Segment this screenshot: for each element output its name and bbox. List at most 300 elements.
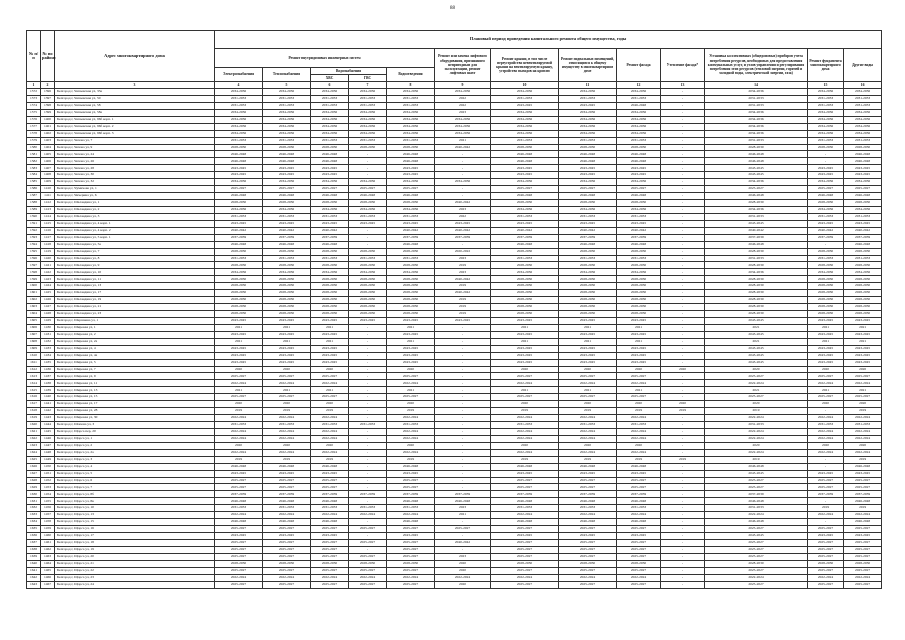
period-cell: 2034-2036 xyxy=(491,206,559,213)
period-cell: 2031-2033 xyxy=(844,255,882,262)
period-cell: 2028-2030 xyxy=(705,560,808,567)
period-cell: 2034-2036 xyxy=(215,116,263,123)
period-cell: 2025-2027 xyxy=(617,546,661,553)
period-cell: 2028-2030 xyxy=(215,560,263,567)
period-cell: 2025-2027 xyxy=(491,394,559,401)
period-cell: 2037-2039 xyxy=(705,234,808,241)
period-cell: 2021 xyxy=(705,338,808,345)
index-cell: 1434 xyxy=(41,352,55,359)
address-cell: Белгород г, Чехова ул, 9 xyxy=(55,144,215,151)
period-cell: 2021 xyxy=(435,137,491,144)
period-cell: - xyxy=(349,546,387,553)
period-cell: 2022-2024 xyxy=(617,435,661,442)
period-cell: 2019 xyxy=(215,456,263,463)
table-row xyxy=(27,269,882,276)
period-cell: 2046-2048 xyxy=(311,151,349,158)
period-cell: 2020 xyxy=(491,442,559,449)
period-cell: - xyxy=(349,387,387,394)
period-cell: - xyxy=(435,331,491,338)
period-cell: 2028-2030 xyxy=(491,200,559,207)
period-cell: 2022-2024 xyxy=(844,428,882,435)
period-cell: 2043-2045 xyxy=(844,317,882,324)
period-cell: 2034-2036 xyxy=(808,269,844,276)
period-cell: - xyxy=(349,324,387,331)
index-cell: 1587 xyxy=(27,193,41,200)
period-cell: 2043-2045 xyxy=(263,345,311,352)
period-cell: - xyxy=(435,401,491,408)
period-cell: - xyxy=(661,394,705,401)
column-number: 4 xyxy=(215,82,263,89)
period-cell: - xyxy=(435,456,491,463)
period-cell: 2043-2045 xyxy=(349,220,387,227)
period-cell: 2025-2027 xyxy=(559,373,617,380)
index-cell: 1610 xyxy=(27,352,41,359)
period-cell: - xyxy=(349,165,387,172)
address-cell: Белгород г, Щорса ул, 19 xyxy=(55,546,215,553)
period-cell: 2025-2027 xyxy=(311,484,349,491)
period-cell: 2043-2045 xyxy=(387,533,435,540)
period-cell: 2043-2045 xyxy=(559,359,617,366)
period-cell: 2028-2030 xyxy=(808,304,844,311)
period-cell: 2022-2024 xyxy=(215,415,263,422)
period-cell: 2028-2030 xyxy=(387,200,435,207)
period-cell: 2034-2036 xyxy=(705,130,808,137)
period-cell: 2043-2045 xyxy=(844,345,882,352)
address-cell: Белгород г, Щорса ул, 3 xyxy=(55,456,215,463)
period-cell: 2031-2033 xyxy=(387,422,435,429)
period-cell: 2043-2045 xyxy=(705,470,808,477)
period-cell: 2031-2033 xyxy=(617,137,661,144)
period-cell: 2034-2036 xyxy=(263,269,311,276)
period-cell: - xyxy=(661,137,705,144)
period-cell: - xyxy=(661,435,705,442)
period-cell: 2043-2045 xyxy=(491,345,559,352)
period-cell: 2025-2027 xyxy=(263,394,311,401)
address-cell: Белгород г, Чапаевская ул, 96б корп. 1 xyxy=(55,116,215,123)
period-cell: 2020 xyxy=(844,442,882,449)
period-cell: - xyxy=(349,442,387,449)
period-cell: 2037-2039 xyxy=(844,491,882,498)
period-cell: 2046-2048 xyxy=(215,158,263,165)
period-cell: 2028-2030 xyxy=(349,560,387,567)
period-cell: 2037-2039 xyxy=(559,491,617,498)
period-cell: 2025-2027 xyxy=(559,567,617,574)
index-cell: 1427 xyxy=(41,304,55,311)
period-cell: 2028-2030 xyxy=(349,297,387,304)
index-cell: 1638 xyxy=(27,546,41,553)
period-cell: 2022-2024 xyxy=(387,380,435,387)
period-cell: - xyxy=(661,193,705,200)
index-cell: 1411 xyxy=(41,193,55,200)
address-cell: Белгород г, Широкая ул, 13 xyxy=(55,387,215,394)
period-cell: 2023 xyxy=(435,255,491,262)
period-cell: 2034-2036 xyxy=(311,130,349,137)
address-cell: Белгород г, Щорса ул, 22 xyxy=(55,567,215,574)
table-row xyxy=(27,116,882,123)
table-row xyxy=(27,581,882,588)
period-cell: - xyxy=(661,220,705,227)
period-cell: - xyxy=(661,241,705,248)
period-cell: 2028-2030 xyxy=(559,290,617,297)
period-cell: 2043-2045 xyxy=(705,165,808,172)
period-cell: 2046-2048 xyxy=(808,193,844,200)
period-cell: - xyxy=(349,338,387,345)
period-cell: 2043-2045 xyxy=(263,470,311,477)
index-cell: 1640 xyxy=(27,560,41,567)
period-cell: 2020 xyxy=(617,401,661,408)
index-cell: 1616 xyxy=(27,394,41,401)
period-cell: 2037-2039 xyxy=(617,234,661,241)
period-cell: 2031-2033 xyxy=(844,213,882,220)
period-cell: 2028-2030 xyxy=(844,262,882,269)
table-row xyxy=(27,158,882,165)
period-cell: - xyxy=(349,401,387,408)
period-cell: - xyxy=(349,415,387,422)
index-cell: 1421 xyxy=(41,262,55,269)
index-cell: 1450 xyxy=(41,463,55,470)
period-cell: 2028-2030 xyxy=(491,290,559,297)
period-cell: 2034-2036 xyxy=(559,179,617,186)
period-cell: 2046-2048 xyxy=(387,193,435,200)
period-cell: 2028-2030 xyxy=(617,304,661,311)
index-cell: 1642 xyxy=(27,574,41,581)
index-cell: 1410 xyxy=(41,186,55,193)
address-cell: Белгород г, Широкая ул, 4 xyxy=(55,345,215,352)
index-cell: 1466 xyxy=(41,574,55,581)
period-cell: 2022-2024 xyxy=(808,512,844,519)
period-cell: 2020 xyxy=(808,366,844,373)
period-cell: 2025-2027 xyxy=(705,484,808,491)
period-cell: 2025-2027 xyxy=(617,373,661,380)
index-cell: 1635 xyxy=(27,526,41,533)
period-cell: 2019 xyxy=(435,297,491,304)
table-row xyxy=(27,248,882,255)
period-cell: 2025-2027 xyxy=(491,539,559,546)
period-cell: 2034-2036 xyxy=(387,269,435,276)
period-cell: 2034-2036 xyxy=(349,116,387,123)
period-cell: 2031-2033 xyxy=(705,137,808,144)
address-cell: Белгород г, Чехова ул, 7 xyxy=(55,137,215,144)
period-cell: 2046-2048 xyxy=(617,463,661,470)
table-row xyxy=(27,102,882,109)
period-cell: 2028-2030 xyxy=(215,248,263,255)
period-cell: 2046-2048 xyxy=(617,102,661,109)
period-cell: 2031-2033 xyxy=(705,102,808,109)
period-cell: 2031-2033 xyxy=(215,255,263,262)
address-cell: Белгород г, Чапаевская ул, 50 xyxy=(55,95,215,102)
period-cell: 2040-2042 xyxy=(559,227,617,234)
period-cell: 2028-2030 xyxy=(387,290,435,297)
period-cell: 2028-2030 xyxy=(705,248,808,255)
index-cell: 1431 xyxy=(41,331,55,338)
period-cell: 2020 xyxy=(705,442,808,449)
period-cell: - xyxy=(808,408,844,415)
index-cell: 1432 xyxy=(41,338,55,345)
period-cell: 2034-2036 xyxy=(844,206,882,213)
period-cell: 2046-2048 xyxy=(387,241,435,248)
period-cell: - xyxy=(435,415,491,422)
period-cell: 2046-2048 xyxy=(263,519,311,526)
period-cell: 2043-2045 xyxy=(844,331,882,338)
period-cell: 2025-2027 xyxy=(491,373,559,380)
period-cell: 2040-2042 xyxy=(435,227,491,234)
period-cell: 2031-2033 xyxy=(491,255,559,262)
period-cell: 2020 xyxy=(559,401,617,408)
period-cell: 2034-2036 xyxy=(617,123,661,130)
period-cell: 2022-2024 xyxy=(435,574,491,581)
index-cell: 1437 xyxy=(41,373,55,380)
period-cell: 2019 xyxy=(387,408,435,415)
period-cell: 2028-2030 xyxy=(844,297,882,304)
period-cell: 2028-2030 xyxy=(491,248,559,255)
period-cell: 2025-2027 xyxy=(263,567,311,574)
period-cell: 2028-2030 xyxy=(263,276,311,283)
period-cell: 2043-2045 xyxy=(844,533,882,540)
header-elevator: Ремонт или замена лифтового оборудования, признанного непригодным для эксплуатации, ремонт лифтовых шахт xyxy=(435,49,491,82)
period-cell: 2025-2027 xyxy=(311,526,349,533)
header-water-group xyxy=(311,68,387,82)
period-cell: 2031-2033 xyxy=(311,422,349,429)
period-cell: 2034-2036 xyxy=(263,130,311,137)
period-cell: 2043-2045 xyxy=(387,359,435,366)
table-row xyxy=(27,89,882,96)
address-cell: Белгород г, Шаландина ул, 11 xyxy=(55,276,215,283)
period-cell: - xyxy=(435,484,491,491)
period-cell: 2043-2045 xyxy=(808,317,844,324)
table-row xyxy=(27,546,882,553)
period-cell: 2028-2030 xyxy=(617,290,661,297)
period-cell: 2034-2036 xyxy=(844,116,882,123)
period-cell: 2028-2030 xyxy=(705,304,808,311)
period-cell: 2022-2024 xyxy=(311,380,349,387)
period-cell: 2034-2036 xyxy=(844,269,882,276)
period-cell: 2021 xyxy=(844,338,882,345)
period-cell: 2031-2033 xyxy=(617,422,661,429)
period-cell: - xyxy=(349,366,387,373)
period-cell: 2040-2042 xyxy=(435,290,491,297)
period-cell: 2043-2045 xyxy=(491,317,559,324)
period-cell: 2022-2024 xyxy=(387,428,435,435)
period-cell: 2028-2030 xyxy=(559,297,617,304)
header-other: Другие виды xyxy=(844,49,882,82)
period-cell: 2040-2042 xyxy=(263,227,311,234)
period-cell: 2028-2030 xyxy=(617,560,661,567)
address-cell: Белгород г, Широкая ул, 17 xyxy=(55,401,215,408)
period-cell: - xyxy=(661,546,705,553)
period-cell: 2043-2045 xyxy=(215,470,263,477)
address-cell: Белгород г, Щорса ул, 15 xyxy=(55,519,215,526)
period-cell: 2022-2024 xyxy=(844,574,882,581)
period-cell: 2028-2030 xyxy=(808,200,844,207)
period-cell: 2031-2033 xyxy=(844,137,882,144)
table-row xyxy=(27,401,882,408)
period-cell: 2031-2033 xyxy=(844,422,882,429)
period-cell: 2043-2045 xyxy=(263,317,311,324)
period-cell: 2028-2030 xyxy=(215,200,263,207)
period-cell: 2043-2045 xyxy=(559,533,617,540)
period-cell: 2043-2045 xyxy=(387,172,435,179)
index-cell: 1402 xyxy=(41,130,55,137)
period-cell: 2019 xyxy=(844,408,882,415)
period-cell: 2028-2030 xyxy=(491,297,559,304)
address-cell: Белгород г, Щорса ул, 8в xyxy=(55,498,215,505)
period-cell: - xyxy=(661,290,705,297)
table-row xyxy=(27,408,882,415)
period-cell: 2046-2048 xyxy=(844,519,882,526)
period-cell: 2046-2048 xyxy=(263,158,311,165)
period-cell: - xyxy=(435,359,491,366)
period-cell: 2046-2048 xyxy=(263,241,311,248)
index-cell: 1637 xyxy=(27,539,41,546)
period-cell: 2022 xyxy=(435,95,491,102)
period-cell: 2028-2030 xyxy=(387,144,435,151)
period-cell: 2043-2045 xyxy=(808,533,844,540)
period-cell: 2043-2045 xyxy=(491,331,559,338)
period-cell: 2022-2024 xyxy=(808,574,844,581)
period-cell: 2025-2027 xyxy=(705,526,808,533)
column-number: 10 xyxy=(491,82,559,89)
period-cell: 2028-2030 xyxy=(617,144,661,151)
period-cell: - xyxy=(435,172,491,179)
period-cell: 2021 xyxy=(808,324,844,331)
index-cell: 1419 xyxy=(41,248,55,255)
period-cell: 2022-2024 xyxy=(491,435,559,442)
period-cell: - xyxy=(349,331,387,338)
table-row xyxy=(27,526,882,533)
period-cell: 2028-2030 xyxy=(215,144,263,151)
period-cell: 2046-2048 xyxy=(215,463,263,470)
page-number: 88 xyxy=(450,6,455,11)
index-cell: 1576 xyxy=(27,116,41,123)
period-cell: 2031-2033 xyxy=(387,255,435,262)
period-cell: 2034-2036 xyxy=(844,123,882,130)
period-cell: 2025-2027 xyxy=(844,546,882,553)
table-row xyxy=(27,123,882,130)
index-cell: 1407 xyxy=(41,165,55,172)
period-cell: 2043-2045 xyxy=(808,345,844,352)
header-plan-period: Плановый период проведения капитального ремонта общего имущества, годы xyxy=(215,31,882,49)
period-cell: 2020 xyxy=(263,366,311,373)
period-cell: 2020 xyxy=(215,442,263,449)
index-cell: 1399 xyxy=(41,109,55,116)
period-cell: - xyxy=(661,422,705,429)
period-cell: 2034-2036 xyxy=(808,116,844,123)
column-number: 14 xyxy=(705,82,808,89)
period-cell: 2022-2024 xyxy=(491,415,559,422)
period-cell: 2025-2027 xyxy=(705,539,808,546)
period-cell: 2025-2027 xyxy=(311,477,349,484)
period-cell: 2028-2030 xyxy=(263,248,311,255)
period-cell: - xyxy=(349,428,387,435)
period-cell: 2020 xyxy=(387,401,435,408)
period-cell: 2019 xyxy=(705,408,808,415)
period-cell: 2025-2027 xyxy=(559,477,617,484)
period-cell: 2034-2036 xyxy=(311,179,349,186)
period-cell: 2028-2030 xyxy=(311,262,349,269)
period-cell: 2031-2033 xyxy=(559,137,617,144)
period-cell: 2031-2033 xyxy=(491,137,559,144)
period-cell: 2020 xyxy=(491,401,559,408)
period-cell: 2025-2027 xyxy=(844,394,882,401)
period-cell: 2020 xyxy=(705,366,808,373)
period-cell: 2031-2033 xyxy=(844,102,882,109)
period-cell: 2031-2033 xyxy=(349,505,387,512)
period-cell: 2022-2024 xyxy=(215,449,263,456)
period-cell: - xyxy=(661,283,705,290)
period-cell: 2046-2048 xyxy=(617,241,661,248)
column-number: 6 xyxy=(311,82,349,89)
index-cell: 1446 xyxy=(41,435,55,442)
period-cell: 2022-2024 xyxy=(263,574,311,581)
period-cell: 2021 xyxy=(559,324,617,331)
period-cell: 2031-2033 xyxy=(808,422,844,429)
period-cell: 2028-2030 xyxy=(263,304,311,311)
period-cell: - xyxy=(349,533,387,540)
period-cell: 2025-2027 xyxy=(808,567,844,574)
period-cell: 2031-2033 xyxy=(215,213,263,220)
index-cell: 1408 xyxy=(41,172,55,179)
period-cell: 2022-2024 xyxy=(349,574,387,581)
period-cell: 2031-2033 xyxy=(808,102,844,109)
period-cell: 2028-2030 xyxy=(311,560,349,567)
period-cell: 2025-2027 xyxy=(215,477,263,484)
index-cell: 1423 xyxy=(41,276,55,283)
address-cell: Белгород г, Шаландина ул, 10 xyxy=(55,269,215,276)
column-number: 8 xyxy=(387,82,435,89)
period-cell: 2028-2030 xyxy=(808,144,844,151)
period-cell: 2034-2036 xyxy=(808,206,844,213)
period-cell: 2028-2030 xyxy=(349,276,387,283)
period-cell: 2025-2027 xyxy=(559,553,617,560)
index-cell: 1634 xyxy=(27,519,41,526)
period-cell: 2031-2033 xyxy=(215,505,263,512)
period-cell: 2022-2024 xyxy=(387,415,435,422)
period-cell: 2046-2048 xyxy=(559,519,617,526)
period-cell: - xyxy=(349,172,387,179)
period-cell: 2028-2030 xyxy=(559,560,617,567)
period-cell: 2037-2039 xyxy=(617,491,661,498)
table-row xyxy=(27,234,882,241)
index-cell: 1457 xyxy=(41,512,55,519)
period-cell: 2043-2045 xyxy=(263,359,311,366)
period-cell: 2046-2048 xyxy=(844,463,882,470)
address-cell: Белгород г, Шаландина ул, 23 xyxy=(55,311,215,318)
period-cell: - xyxy=(661,179,705,186)
address-cell: Белгород г, Щорса ул, 2а xyxy=(55,449,215,456)
index-cell: 1422 xyxy=(41,269,55,276)
period-cell: 2046-2048 xyxy=(311,519,349,526)
period-cell: 2043-2045 xyxy=(491,165,559,172)
period-cell: 2020 xyxy=(617,366,661,373)
period-cell: - xyxy=(349,345,387,352)
period-cell: 2037-2039 xyxy=(559,234,617,241)
period-cell: 2034-2036 xyxy=(311,109,349,116)
period-cell: - xyxy=(661,463,705,470)
address-cell: Белгород г, Шаландина ул, 4 корп. 2 xyxy=(55,227,215,234)
period-cell: 2021 xyxy=(844,324,882,331)
period-cell: 2043-2045 xyxy=(311,359,349,366)
period-cell: 2043-2045 xyxy=(263,533,311,540)
table-row xyxy=(27,255,882,262)
period-cell: 2028-2030 xyxy=(617,262,661,269)
period-cell: - xyxy=(661,144,705,151)
period-cell: - xyxy=(349,359,387,366)
period-cell: 2034-2036 xyxy=(491,123,559,130)
period-cell: 2025-2027 xyxy=(263,546,311,553)
period-cell: 2043-2045 xyxy=(808,359,844,366)
period-cell: 2028-2030 xyxy=(808,311,844,318)
period-cell: 2019 xyxy=(311,408,349,415)
